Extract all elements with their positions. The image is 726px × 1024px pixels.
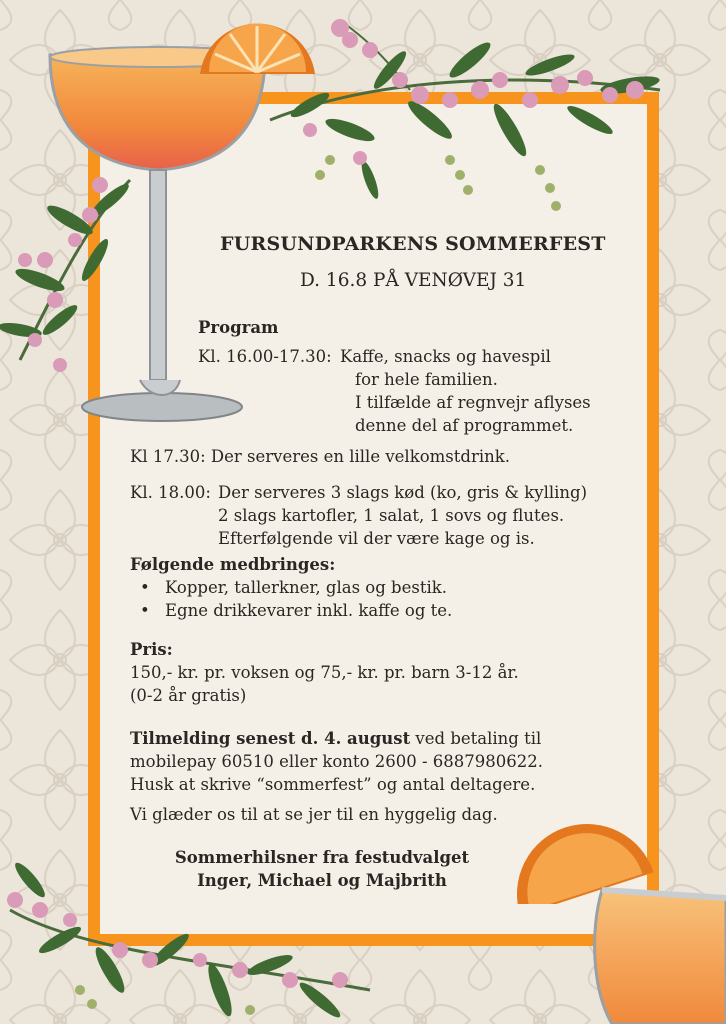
price-heading: Pris: bbox=[130, 640, 173, 659]
program-slot2: Kl 17.30: Der serveres en lille velkomstdrink. bbox=[130, 447, 510, 466]
program-slot3-time: Kl. 18.00: bbox=[130, 483, 211, 502]
bring-heading: Følgende medbringes: bbox=[130, 555, 336, 574]
signature-line: Sommerhilsner fra festudvalget bbox=[174, 848, 470, 867]
bring-list-item: • Kopper, tallerkner, glas og bestik. bbox=[140, 578, 447, 597]
program-slot1-line: Kaffe, snacks og havespil bbox=[340, 347, 551, 366]
program-slot1-line: for hele familien. bbox=[355, 370, 498, 389]
program-slot3-line: Efterfølgende vil der være kage og is. bbox=[218, 529, 535, 548]
program-slot1-line: denne del af programmet. bbox=[355, 416, 574, 435]
page-title: FURSUNDPARKENS SOMMERFEST bbox=[220, 233, 606, 255]
program-slot1-line: I tilfælde af regnvejr aflyses bbox=[355, 393, 591, 412]
signup-payment-line: mobilepay 60510 eller konto 2600 - 6887980622. bbox=[130, 752, 544, 771]
signup-text: ved betaling til bbox=[410, 729, 542, 748]
program-slot3-line: 2 slags kartofler, 1 salat, 1 sovs og flutes. bbox=[218, 506, 565, 525]
signup-deadline: Tilmelding senest d. 4. august bbox=[130, 729, 411, 748]
orange-slice-icon bbox=[195, 14, 320, 84]
signature-names: Inger, Michael og Majbrith bbox=[197, 871, 447, 890]
price-line: (0-2 år gratis) bbox=[130, 686, 247, 705]
price-line: 150,- kr. pr. voksen og 75,- kr. pr. barn 3-12 år. bbox=[130, 663, 519, 682]
signup-line bbox=[130, 729, 541, 748]
bring-list-item: • Egne drikkevarer inkl. kaffe og te. bbox=[140, 601, 452, 620]
cocktail-glass-icon bbox=[582, 870, 726, 1024]
program-slot3-line: Der serveres 3 slags kød (ko, gris & kylling) bbox=[218, 483, 588, 502]
closing-line: Vi glæder os til at se jer til en hyggelig dag. bbox=[130, 805, 498, 824]
program-heading: Program bbox=[198, 318, 279, 337]
program-slot1-time: Kl. 16.00-17.30: bbox=[198, 347, 332, 366]
signup-note-line: Husk at skrive “sommerfest” og antal deltagere. bbox=[130, 775, 536, 794]
event-date-address: D. 16.8 PÅ VENØVEJ 31 bbox=[300, 270, 527, 291]
